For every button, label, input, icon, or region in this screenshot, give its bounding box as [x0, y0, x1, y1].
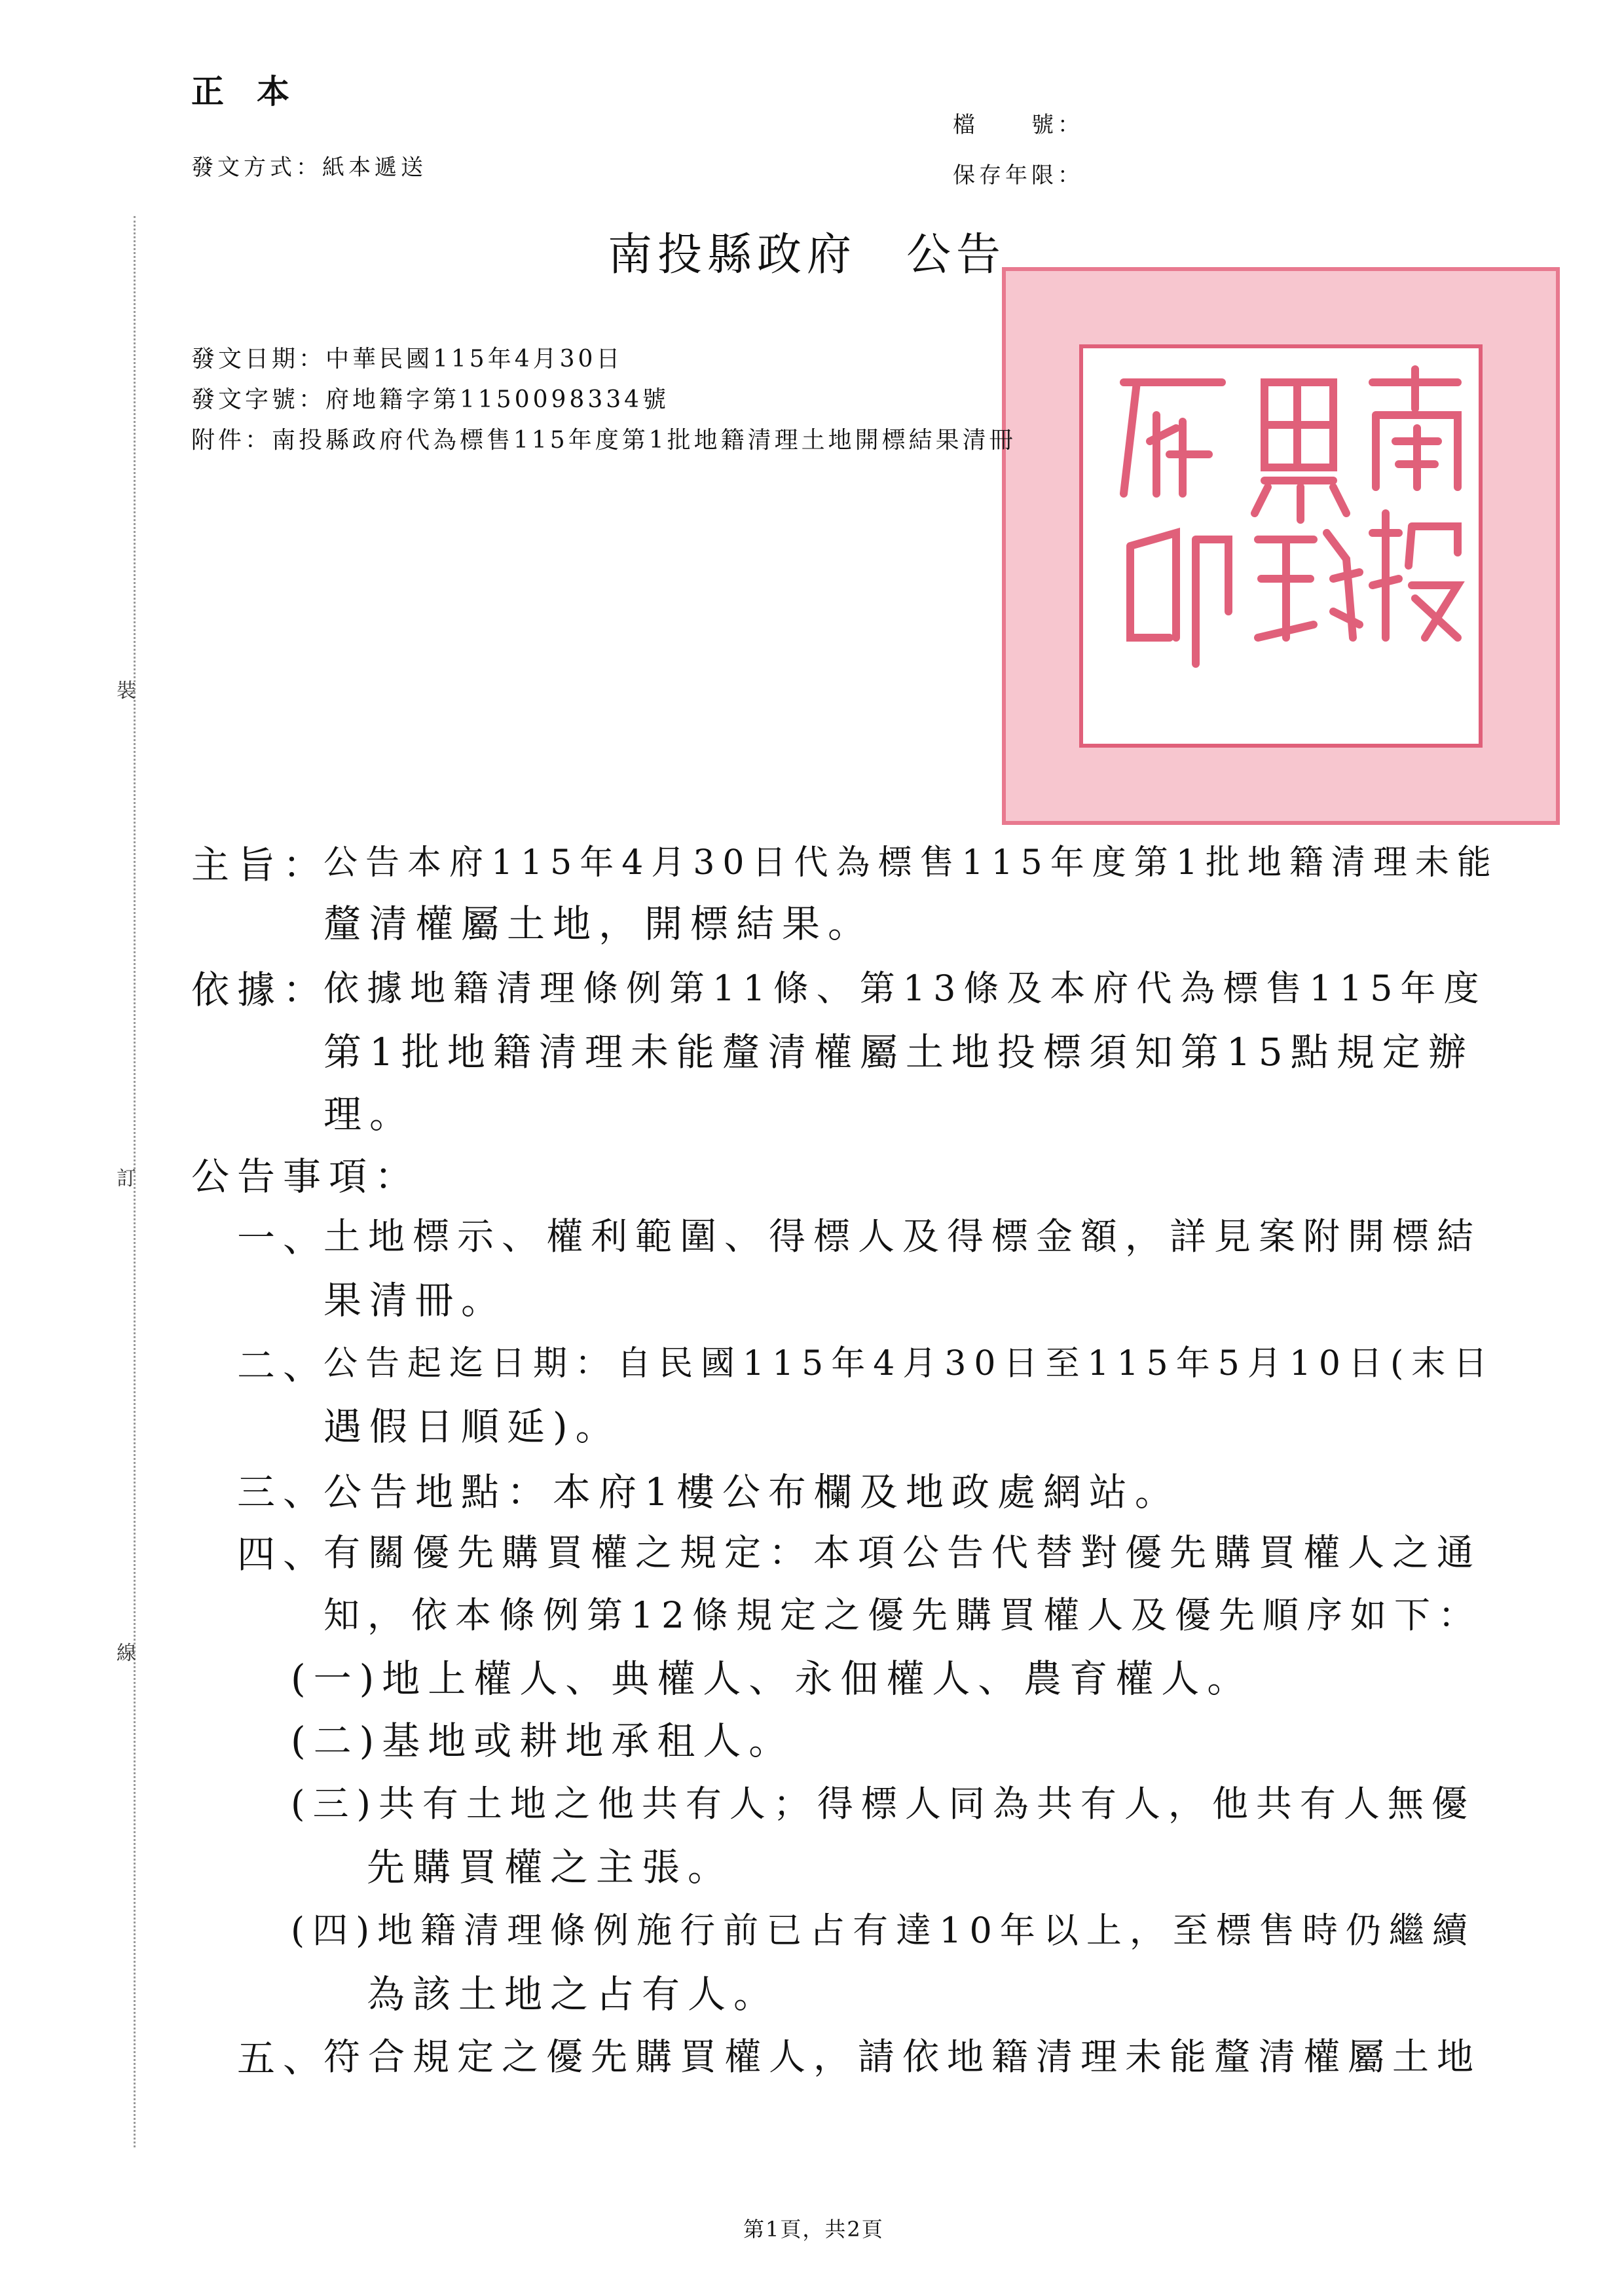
- basis-line-2: 第1批地籍清理未能釐清權屬土地投標須知第15點規定辦: [323, 1030, 1474, 1074]
- binding-mark-zhuang: 裝: [117, 680, 136, 702]
- basis-line-1: 依據地籍清理條例第11條、第13條及本府代為標售115年度: [323, 968, 1487, 1009]
- official-seal: [1002, 267, 1560, 825]
- sub-item-3-line-1: (三)共有土地之他共有人；得標人同為共有人，他共有人無優: [291, 1783, 1475, 1825]
- item-1-label: 一、: [237, 1216, 329, 1260]
- basis-label: 依據：: [191, 968, 329, 1012]
- sub-item-4-line-1: (四)地籍清理條例施行前已占有達10年以上，至標售時仍繼續: [291, 1910, 1475, 1951]
- seal-glyphs: [1006, 271, 1556, 821]
- item-1-line-2: 果清冊。: [323, 1278, 507, 1322]
- sub-item-1: (一)地上權人、典權人、永佃權人、農育權人。: [291, 1656, 1253, 1701]
- notice-heading: 公告事項：: [191, 1154, 421, 1199]
- binding-mark-ding: 訂: [117, 1167, 136, 1190]
- sub-item-4-line-2: 為該土地之占有人。: [367, 1972, 780, 2016]
- retention-label: 保存年限：: [953, 162, 1084, 189]
- delivery-method: 發文方式：紙本遞送: [191, 155, 427, 181]
- item-4-line-2: 知，依本條例第12條規定之優先購買權人及優先順序如下：: [323, 1594, 1482, 1636]
- item-4-line-1: 有關優先購買權之規定：本項公告代替對優先購買權人之通: [323, 1532, 1481, 1575]
- item-2-line-1: 公告起迄日期：自民國115年4月30日至115年5月10日(末日: [323, 1344, 1496, 1383]
- sub-item-3-line-2: 先購買權之主張。: [367, 1845, 734, 1889]
- page-title: 南投縣政府 公告: [608, 229, 1006, 281]
- attachment-line: 附件：南投縣政府代為標售115年度第1批地籍清理土地開標結果清冊: [191, 427, 1016, 454]
- sub-item-2: (二)基地或耕地承租人。: [291, 1719, 795, 1763]
- document-number: 發文字號：府地籍字第1150098334號: [191, 386, 670, 413]
- item-3-label: 三、: [237, 1470, 329, 1514]
- file-number-label: 檔 號：: [953, 112, 1084, 138]
- issue-date: 發文日期：中華民國115年4月30日: [191, 346, 623, 373]
- item-5-label: 五、: [237, 2036, 329, 2081]
- item-2-label: 二、: [237, 1343, 329, 1388]
- copy-type-label: 正 本: [191, 72, 289, 111]
- subject-label: 主旨：: [191, 843, 329, 887]
- item-4-label: 四、: [237, 1532, 329, 1576]
- basis-line-3: 理。: [323, 1092, 416, 1137]
- subject-line-1: 公告本府115年4月30日代為標售115年度第1批地籍清理未能: [323, 843, 1499, 883]
- item-5-line-1: 符合規定之優先購買權人，請依地籍清理未能釐清權屬土地: [323, 2036, 1481, 2079]
- subject-line-2: 釐清權屬土地，開標結果。: [323, 902, 874, 946]
- item-2-line-2: 遇假日順延)。: [323, 1404, 621, 1449]
- binding-mark-xian: 線: [117, 1642, 136, 1665]
- page-number: 第1頁，共2頁: [743, 2217, 884, 2242]
- item-3-line-1: 公告地點：本府1樓公布欄及地政處網站。: [323, 1470, 1181, 1514]
- item-1-line-1: 土地標示、權利範圍、得標人及得標金額，詳見案附開標結: [323, 1216, 1481, 1258]
